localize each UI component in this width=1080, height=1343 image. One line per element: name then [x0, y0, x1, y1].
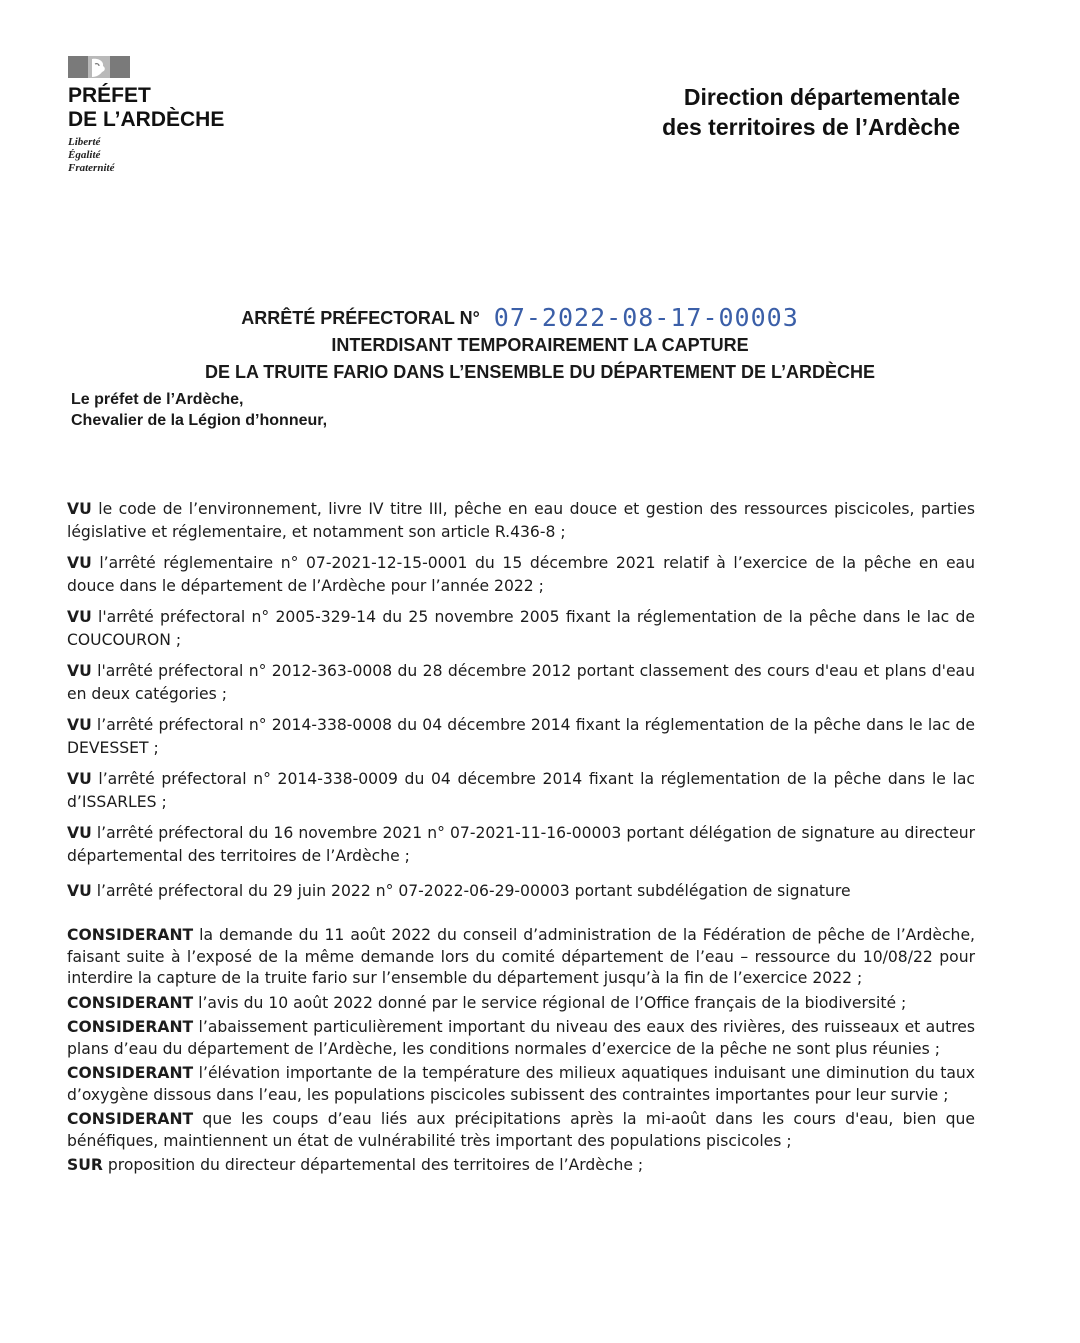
- visa-text: l’arrêté préfectoral du 29 juin 2022 n° 07-2022-06-29-00003 portant subdélégation de signature: [91, 882, 851, 900]
- visa-text: l'arrêté préfectoral n° 2012-363-0008 du 28 décembre 2012 portant classement des cours d'eau et plans d'eau en deux catégories ;: [67, 662, 975, 703]
- visa-keyword: VU: [67, 554, 92, 572]
- considerant-text: la demande du 11 août 2022 du conseil d’administration de la Fédération de pêche de l’Ardèche, faisant suite à l’exposé de la même demande lors du comité département de l’eau – ressource du 10/08/22 pour interdire la capture de la truite fario sur l’ensemble du département jusqu’à la fin de l’exercice 2022 ;: [67, 926, 975, 987]
- considerant-text: l’élévation importante de la température des milieux aquatiques induisant une diminution du taux d’oxygène dissous dans l’eau, les populations piscicoles subissent des contraintes importantes pour leur survie ;: [67, 1064, 975, 1104]
- motto-egalite: Égalité: [68, 149, 101, 161]
- decree-title-line-3: DE LA TRUITE FARIO DANS L’ENSEMBLE DU DÉPARTEMENT DE L’ARDÈCHE: [204, 362, 876, 382]
- visas-section: [67, 498, 975, 903]
- motto-fraternite: Fraternité: [68, 162, 115, 174]
- visa-keyword: VU: [67, 662, 92, 680]
- prefet-introduction: [71, 389, 327, 431]
- marianne-logo-icon: [68, 56, 130, 78]
- intro-line-2: Chevalier de la Légion d’honneur,: [71, 412, 328, 429]
- decree-number-handwritten: 07-2022-08-17-00003: [493, 303, 799, 332]
- visa-paragraph: [67, 660, 975, 706]
- visa-keyword: VU: [67, 882, 92, 900]
- visa-keyword: VU: [67, 770, 92, 788]
- visa-text: l’arrêté préfectoral n° 2014-338-0008 du 04 décembre 2014 fixant la réglementation de la pêche dans le lac de DEVESSET ;: [67, 716, 975, 757]
- considerant-paragraph: [67, 925, 975, 990]
- visa-text: l'arrêté préfectoral n° 2005-329-14 du 25 novembre 2005 fixant la réglementation de la pêche dans le lac de COUCOURON ;: [67, 608, 975, 649]
- prefet-logo-block: [68, 56, 224, 175]
- visa-text: l’arrêté préfectoral n° 2014-338-0009 du 04 décembre 2014 fixant la réglementation de la pêche dans le lac d’ISSARLES ;: [67, 770, 975, 811]
- considerant-keyword: CONSIDERANT: [67, 1018, 194, 1036]
- decree-title: [0, 302, 1080, 386]
- visa-paragraph: [67, 552, 975, 598]
- considerant-paragraph: [67, 993, 975, 1015]
- considerant-keyword: CONSIDERANT: [67, 1064, 194, 1082]
- considerant-keyword: CONSIDERANT: [67, 926, 194, 944]
- visa-keyword: VU: [67, 716, 92, 734]
- visa-text: l’arrêté préfectoral du 16 novembre 2021 n° 07-2021-11-16-00003 portant délégation de signature au directeur départemental des territoires de l’Ardèche ;: [67, 824, 975, 865]
- republic-motto: [68, 136, 224, 175]
- decree-title-line-2: INTERDISANT TEMPORAIREMENT LA CAPTURE: [331, 335, 749, 355]
- visa-keyword: VU: [67, 500, 92, 518]
- considerants-section: [67, 925, 975, 1177]
- visa-paragraph: [67, 714, 975, 760]
- visa-keyword: VU: [67, 608, 92, 626]
- prefet-line-1: PRÉFET: [68, 84, 151, 107]
- visa-paragraph: [67, 880, 975, 903]
- considerant-keyword: SUR: [67, 1156, 103, 1174]
- visa-text: l’arrêté réglementaire n° 07-2021-12-15-0001 du 15 décembre 2021 relatif à l’exercice de la pêche en eau douce dans le département de l’Ardèche pour l’année 2022 ;: [67, 554, 975, 595]
- visa-paragraph: [67, 768, 975, 814]
- considerant-text: l’avis du 10 août 2022 donné par le service régional de l’Office français de la biodiversité ;: [193, 993, 907, 1012]
- prefet-name: [68, 84, 224, 132]
- considerant-paragraph: [67, 1017, 975, 1060]
- directorate-line-2: des territoires de l’Ardèche: [662, 114, 960, 140]
- considerant-keyword: CONSIDERANT: [67, 993, 194, 1012]
- considerant-text: l’abaissement particulièrement important du niveau des eaux des rivières, des ruisseaux et autres plans d’eau du département de l’Ardèche, les conditions normales d’exercice de la pêche ne sont plus réunies ;: [67, 1018, 975, 1058]
- issuing-directorate: [662, 82, 960, 142]
- considerant-paragraph: [67, 1155, 975, 1177]
- prefet-line-2: DE L’ARDÈCHE: [68, 108, 225, 131]
- visa-paragraph: [67, 498, 975, 544]
- considerant-text: que les coups d’eau liés aux précipitations après la mi-août dans les cours d'eau, bien que bénéfiques, maintiennent un état de vulnérabilité très important des populations piscicoles ;: [67, 1110, 975, 1150]
- decree-label: ARRÊTÉ PRÉFECTORAL N°: [241, 308, 480, 328]
- visa-keyword: VU: [67, 824, 92, 842]
- considerant-text: proposition du directeur départemental des territoires de l’Ardèche ;: [102, 1156, 644, 1174]
- directorate-line-1: Direction départementale: [683, 84, 960, 110]
- intro-line-1: Le préfet de l’Ardèche,: [71, 391, 244, 408]
- considerant-paragraph: [67, 1109, 975, 1152]
- considerant-keyword: CONSIDERANT: [67, 1110, 194, 1128]
- decree-body: [67, 498, 975, 1180]
- decree-title-line-1: [241, 302, 799, 332]
- visa-text: le code de l’environnement, livre IV titre III, pêche en eau douce et gestion des ressources piscicoles, parties législative et réglementaire, et notamment son article R.436-8 ;: [67, 500, 975, 541]
- motto-liberte: Liberté: [68, 136, 101, 148]
- considerant-paragraph: [67, 1063, 975, 1106]
- visa-paragraph: [67, 822, 975, 868]
- visa-paragraph: [67, 606, 975, 652]
